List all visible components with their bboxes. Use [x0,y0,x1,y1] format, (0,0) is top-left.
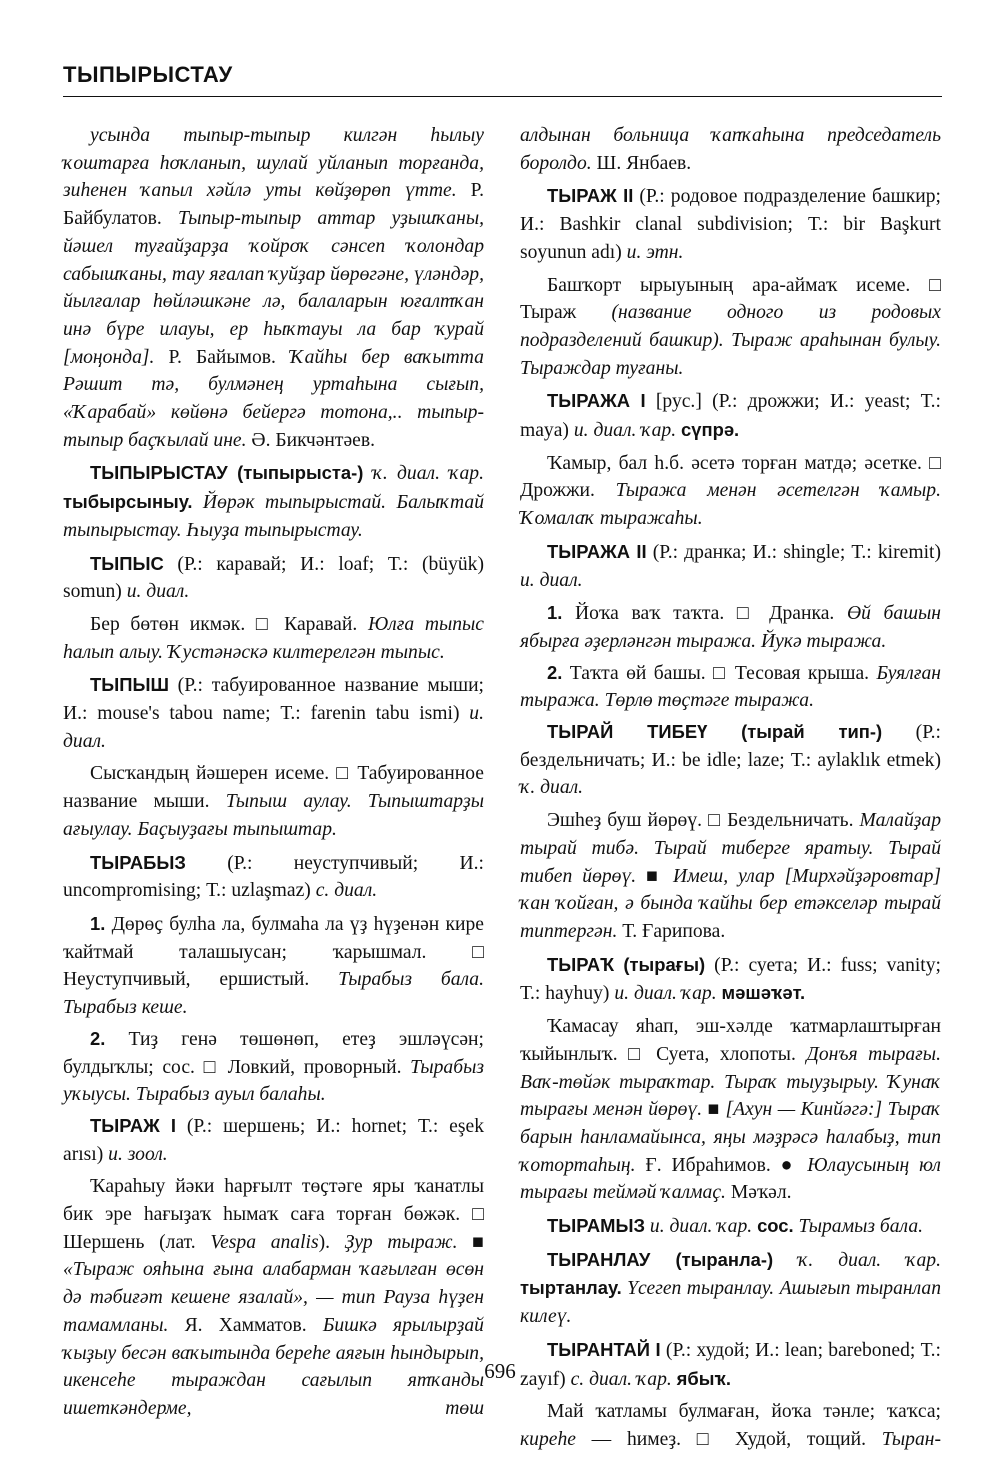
plain-text: Ғ. Ибраһимов. [635,1154,781,1176]
entry-paragraph [520,807,941,946]
plain-text: (Р.: каравай; И.: loaf; Т.: (büyük) somun) [63,553,484,603]
headword: ТЫРАБЫЗ [90,851,186,873]
headword: 1. [547,602,563,624]
plain-text: (Р.: неуступчивый; И.: uncompromising; Т.: uzlaşmaz) [63,852,484,902]
plain-text: Т. Ғарипова. [617,920,726,942]
italic-text: усында тыпыр-тыпыр килгән һылыу ҡоштарға һоҡланып, шулай уйланып торғанда, зиһенен ҡапыл хәйлә уты көйҙөрөп үтте. [63,125,484,202]
entry-paragraph [520,1246,941,1331]
plain-text: (Р.: родовое подразделение башкир; И.: Bashkir clanal subdivision; Т.: bir Başkurt soyunun adı) [520,186,941,263]
plain-text: — һимеҙ. □ Худой, тощий. [575,1428,882,1450]
entry-paragraph [63,760,484,843]
headword: ТЫРАЖ I [90,1114,176,1136]
italic-text: Тыража менән әсетелгән ҡамыр. Ҡомалаҡ тыражаһы. [520,480,941,530]
plain-text: Дөрөҫ булһа ла, булмаһа ла үҙ һүҙенән кире ҡайтмай талашыусан; ҡарышмал. □ Неуступчивый, ершистый. [63,913,484,991]
entry-paragraph [520,182,941,266]
plain-text: (Р.: худой; И.: lean; bareboned; Т.: zayıf) [520,1339,941,1390]
italic-text: Тырамыз бала. [793,1216,924,1238]
headword: ТЫРАНТАЙ I [547,1338,661,1360]
italic-text: (название одного из родовых подразделений башкир). Тыраж араһынан булыу. Тыраждар туғаны. [520,302,941,379]
running-header: ТЫПЫРЫСТАУ [63,62,233,87]
headword: ТЫПЫШ [90,674,169,696]
headword: ТЫПЫС [90,552,164,574]
plain-text: Мәҡәл. [725,1182,792,1204]
italic-text: и. диал. [63,703,484,752]
plain-text: Ҡамыр, бал һ.б. әсетә торған матдә; әсетке. □ Дрожжи. [520,452,941,502]
entry-paragraph [63,1173,484,1422]
italic-text: Тырабыз бала. Тырабыз кеше. [63,969,484,1019]
headword: ТЫРАЙ ТИБЕҮ (тырай тип-) [547,721,883,743]
italic-text: ҡ. диал. ҡар. [773,1249,941,1271]
italic-text: Өй башын ябырға әҙерләнгән тыража. Йукә тыража. [520,603,941,652]
right-column [520,122,941,1454]
italic-text: Vespa analis [210,1231,319,1253]
italic-text: Донъя тырағы. Ваҡ-төйәк тыраҡтар. Тыраҡ тыуҙырыу. Ҡунаҡ тырағы менән йөрөү. ■ [Ахун — Кинйәгә:] Тыраҡ барын һанламайынса, яңы мәҙрәсә һалабыҙ, тип ҡотортаһың. [520,1043,941,1176]
italic-text: Бишкә ярылырҙай ҡыҙыу бесән ваҡытында береһе аяғын һындырып, икенсеһе тыраждан сағылып ятҡанды ишеткәндерме, төш [63,1314,484,1419]
headword: ТЫПЫРЫСТАУ (тыпырыста-) [90,462,364,484]
plain-text: (Р.: бездельничать; И.: be idle; laze; Т.: aylaklık etmek) [520,722,941,771]
italic-text: и. диал. ҡар. [614,983,722,1005]
plain-text: Р. Байбулатов. [63,180,485,230]
plain-text: Ш. Янбаев. [591,152,692,174]
plain-text: Эшһеҙ буш йөрөү. □ Бездельничать. [547,810,860,832]
entry-paragraph [63,671,484,755]
headword: сүпрә. [681,419,740,441]
headword: ТЫРАНЛАУ (тыранла-) [547,1248,774,1270]
headword: ТЫРАЖ II [547,185,634,207]
italic-text: и. диал. ҡар. [645,1216,758,1238]
italic-text: и. этн. [626,241,684,263]
header-rule [63,96,942,97]
italic-text: с. диал. ҡар. [570,1368,677,1390]
entry-paragraph [520,718,941,802]
entry-paragraph [63,1112,484,1168]
plain-text: (Р.: шершень; И.: hornet; Т.: eşek arısı) [63,1115,484,1165]
sense-paragraph [63,1025,484,1109]
plain-text: Башҡорт ырыуының ара-аймаҡ исеме. □ Тыраж [520,274,941,324]
plain-text: Р. Байымов. [154,346,290,368]
italic-text: Йөрәк тыпырыстай. Балыҡтай тыпырыстау. Һыуҙа тыпырыстау. [63,492,484,541]
plain-text: (Р.: суета; И.: fuss; vanity; Т.: hayhuy) [520,954,941,1005]
italic-text: Ҡайһы бер ваҡытта Рәшит тә, булмәнең уртаһына сығып, «Ҡарабай» көйөнә бейергә тотона,.. тыпыр-тыпыр баҫҡылай ине. [63,346,484,451]
italic-text: Тыпыш аулау. Тыпыштарҙы ағыулау. Баҫыуҙағы тыпыштар. [63,791,484,840]
headword: ТЫРАЖА I [547,390,646,412]
plain-text: Тиҙ генә төшөнөп, етеҙ эшләүсән; булдыҡлы; сос. □ Ловкий, проворный. [63,1028,484,1078]
italic-text: Тыран- [881,1428,941,1450]
entry-paragraph [63,122,484,454]
italic-text: с. диал. [315,880,378,902]
plain-text: Май ҡатламы булмаған, йоҡа тәнле; ҡаҡса; [547,1401,941,1423]
italic-text: киреһе [520,1428,576,1450]
italic-text: Тыпыр-тыпыр аттар уҙышҡаны, йәшел туғайҙарҙа ҡойроҡ сәнсеп ҡолондар сабышҡаны, тау яғалап ҡуйҙар йөрөгәне, үләндәр, йылғалар һөйләшкәне лә, балаларын юғалтҡан инә бүре илауы, ер һыҡтауы ла бар ҡурай [моңонда]. [63,208,484,368]
italic-text: и. диал. [126,581,190,603]
plain-text: Сысҡандың йәшерен исеме. □ Табуированное название мыши. [63,763,484,813]
entry-paragraph [520,538,941,594]
italic-text: Буялған тыража. Төрлө төҫтәге тыража. [520,662,941,712]
headword: 2. [90,1027,106,1049]
plain-text: ). [318,1231,345,1253]
headword: ТЫРАЖА II [547,540,647,562]
italic-text: и. диал. ҡар. [573,420,682,442]
plain-text: Ҡараһыу йәки һарғылт төҫтәге яры ҡанатлы бик эре һағыҙаҡ һымаҡ саға торған бөжәк. □ Шершень (лат. [63,1176,484,1253]
entry-paragraph [520,1013,941,1207]
entry-paragraph [63,849,484,905]
entry-paragraph [520,387,941,444]
entry-paragraph [63,459,484,544]
headword: тыртанлау. [520,1277,622,1299]
headword: мәшәҡәт. [721,982,806,1004]
plain-text: Я. Хамматов. [168,1314,323,1336]
headword: 1. [90,912,106,934]
sense-paragraph [63,910,484,1022]
sense-paragraph [520,599,941,655]
headword: тыбырсыныу. [63,491,193,513]
entry-paragraph [63,550,484,606]
italic-text: ҡ. диал. ҡар. [363,463,484,485]
italic-text: ҡ. диал. [520,777,584,799]
entry-paragraph [520,1398,941,1453]
plain-text: Ҡамасау яһап, эш-хәлде ҡатмарлаштырған ҡыйынлыҡ. □ Суета, хлопоты. [520,1016,941,1065]
italic-text: Малайҙар тырай тибә. Тырай тиберге яратыу. Тырай тибеп йөрөү. ■ Имеш, улар [Мирхәйҙәровтар] ҡан ҡойған, ә бында ҡайһы бер етәкселәр тырай типтергән. [520,810,941,942]
headword: ябыҡ. [676,1367,732,1389]
italic-text: Юлға тыпыс һалып алыу. Ҡустәнәскә килтерелгән тыпыс. [63,613,485,663]
italic-text: алдынан больница ҡапҡаһына председатель боролдо. [520,125,941,174]
entry-paragraph [520,450,941,533]
italic-text: и. диал. [520,569,583,591]
sense-paragraph [520,659,941,715]
plain-text: [рус.] (Р.: дрожжи; И.: yeast; Т.: maya) [520,391,941,442]
entry-paragraph [63,611,484,666]
entry-paragraph [520,951,941,1008]
italic-text: ● Юлаусының юл тырағы теймәй ҡалмаҫ. [520,1154,941,1204]
entry-paragraph [520,122,941,177]
plain-text: Таҡта өй башы. □ Тесовая крыша. [562,662,877,684]
page-number: 696 [484,1359,516,1383]
italic-text: Тырабыз уҡыусы. Тырабыз ауыл балаһы. [63,1056,484,1106]
plain-text: Йоҡа ваҡ таҡта. □ Дранка. [562,603,847,625]
plain-text: (Р.: дранка; И.: shingle; Т.: kiremit) [646,541,941,563]
italic-text: Үсегеп тыранлау. Ашығып тыранлап килеү. [520,1278,941,1328]
italic-text: Ҙур тыраж. ■ «Тыраж ояһына ғына алабарман ҡағылған өсөн дә тәбиғәт кешене язалай», — тип Рауза һүҙен тамамланы. [63,1231,484,1336]
headword: сос. [757,1215,794,1237]
italic-text: и. зоол. [108,1143,168,1165]
headword: ТЫРАҠ (тырағы) [547,953,706,975]
entry-paragraph [520,1212,941,1241]
headword: 2. [547,661,563,683]
plain-text: Бер бөтөн икмәк. □ Каравай. [90,613,368,635]
plain-text: Ә. Бикчәнтәев. [246,429,376,451]
entry-paragraph [520,272,941,383]
plain-text: (Р.: табуированное название мыши; И.: mouse's tabou name; Т.: farenin tabu ismi) [63,675,484,725]
headword: ТЫРАМЫЗ [547,1215,646,1237]
left-column [63,122,484,1423]
